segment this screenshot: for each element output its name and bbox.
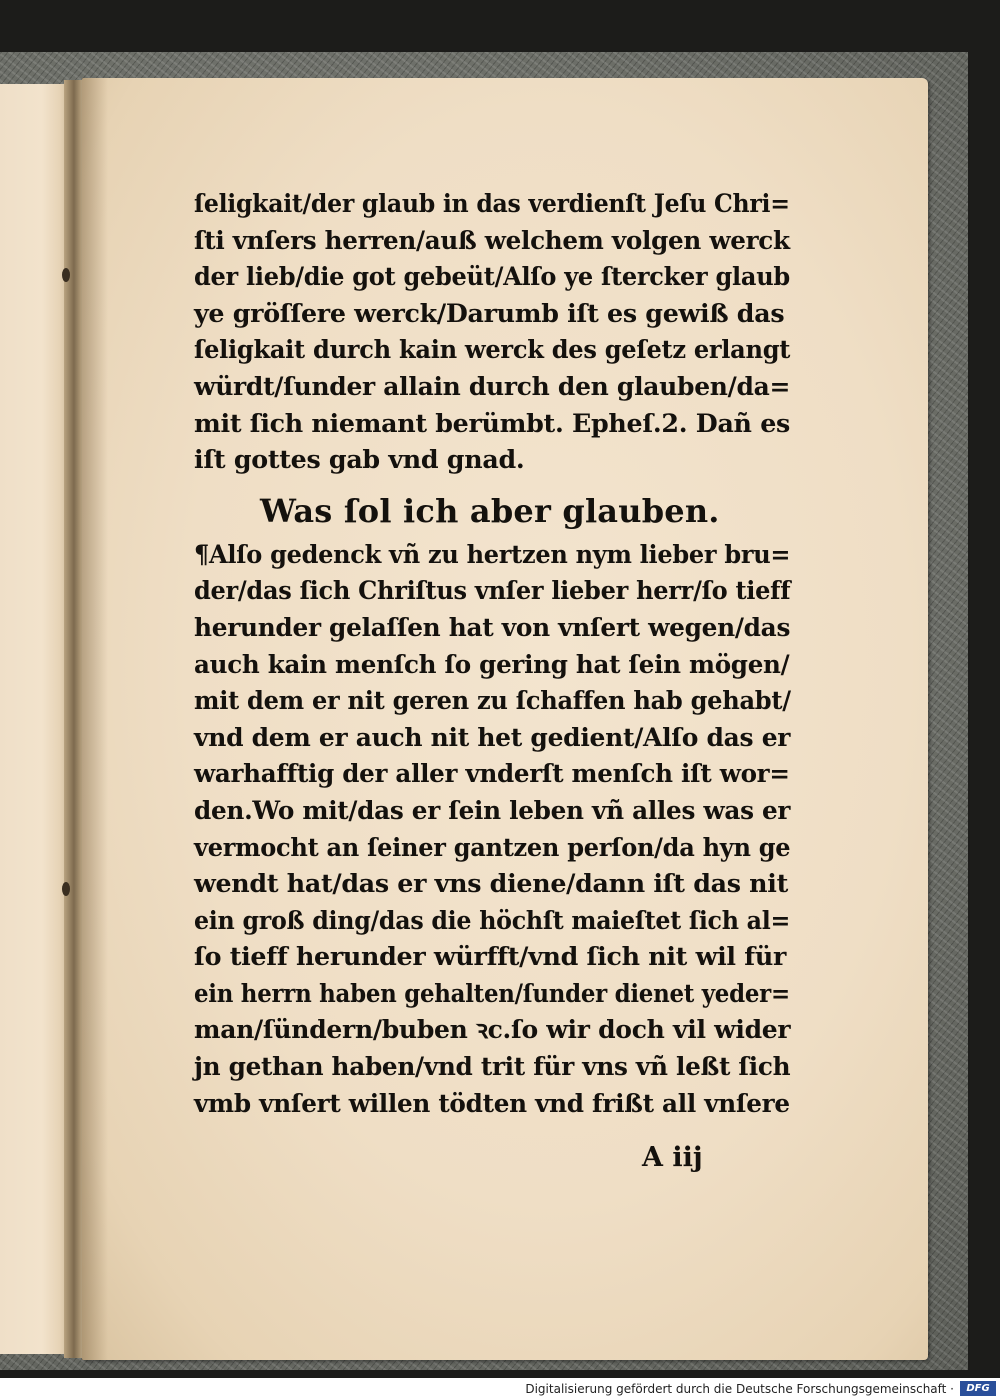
text-line: ¶Alſo gedenck vñ zu hertzen nym lieber bru= [194,539,791,570]
signature-mark: A iij [642,1142,703,1173]
text-line: ein groß ding/das die höchſt maieſtet ſich al= [194,905,791,936]
text-line: jn gethan haben/vnd trit für vns vñ leßt ſich [194,1052,791,1083]
section-heading: Was ſol ich aber glauben. [260,491,720,530]
text-line: der lieb/die got gebeüt/Alſo ye ſtercker glaub [194,262,790,293]
text-line: auch kain menſch ſo gering hat ſein mögen/ [194,649,790,680]
text-line: ſeligkait/der glaub in das verdienſt Jeſu Chri= [194,189,790,219]
body-text [194,186,794,479]
text-line: den.Wo mit/das er ſein leben vñ alles was er [194,795,791,826]
text-line: man/ſündern/buben ꝛc.ſo wir doch vil wider [194,1015,791,1046]
sewing-hole [62,882,70,896]
text-line: mit dem er nit geren zu ſchaffen hab gehabt/ [194,686,791,717]
paragraph-text [194,537,794,1123]
text-line: der/das ſich Chriſtus vnſer lieber herr/ſo tieff [194,576,791,607]
text-line: vnd dem er auch nit het gedient/Alſo das er [194,722,791,753]
text-line: ein herrn haben gehalten/ſunder dienet yeder= [194,978,790,1009]
text-line: mit ſich niemant berümbt. Epheſ.2. Dañ es [194,408,790,439]
dfg-logo: DFG [960,1381,996,1396]
credit-bar [0,1378,1000,1400]
text-line: ye gröſſere werck/Darumb iſt es gewiß das [194,298,785,329]
left-page-edge [0,84,70,1354]
text-line: vermocht an ſeiner gantzen perſon/da hyn ge [194,832,791,863]
funding-credit: Digitalisierung gefördert durch die Deutsche Forschungsgemeinschaft · [525,1382,954,1396]
text-line: iſt gottes gab vnd gnad. [194,445,525,476]
text-line: warhafftig der aller vnderſt menſch iſt wor= [194,759,790,790]
text-line: ſti vnſers herren/auß welchem volgen werck [194,225,790,256]
text-block [194,186,794,1122]
text-line: vmb vnſert willen tödten vnd frißt all vnſere [194,1088,790,1119]
page-edge-shadow [82,78,108,1360]
text-line: herunder gelaſſen hat von vnſert wegen/das [194,612,791,643]
text-line: würdt/ſunder allain durch den glauben/da= [194,371,791,402]
text-line: ſo tieff herunder würfft/vnd ſich nit wil für [194,942,786,973]
text-line: wendt hat/das er vns diene/dann iſt das nit [194,869,789,900]
text-line: ſeligkait durch kain werck des geſetz erlangt [194,335,791,366]
sewing-hole [62,268,70,282]
